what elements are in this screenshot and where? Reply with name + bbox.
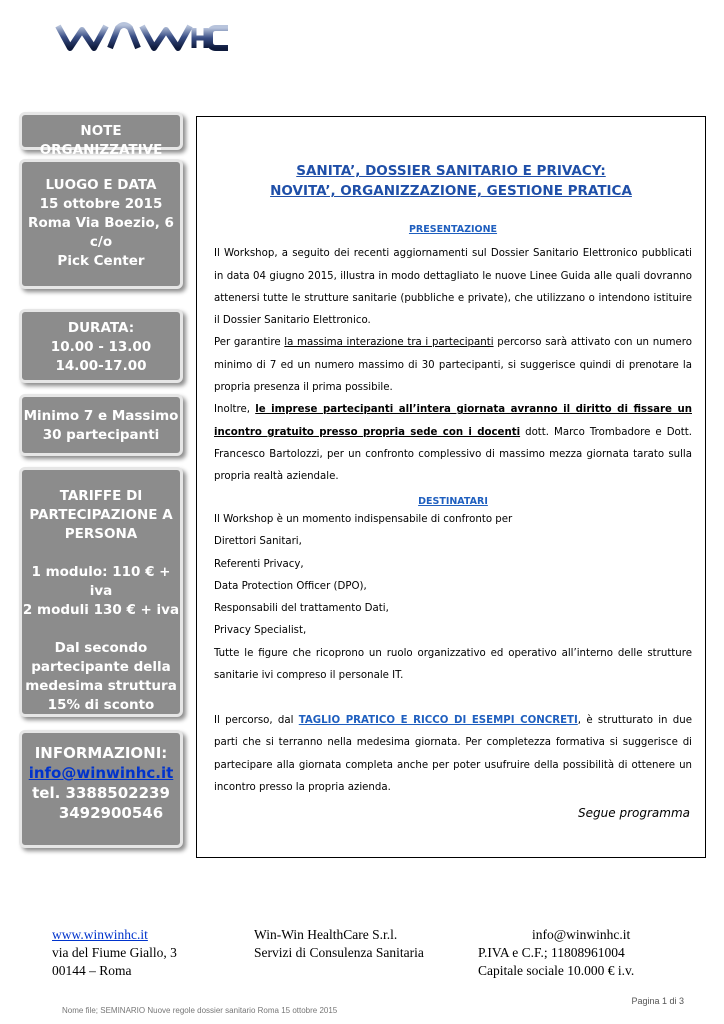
title-line-1: SANITA’, DOSSIER SANITARIO E PRIVACY:: [296, 163, 606, 179]
destinatari-item: Responsabili del trattamento Dati,: [214, 603, 389, 615]
main-content-frame: [196, 116, 706, 858]
price-1-modulo: 1 modulo: 110 € + iva: [31, 564, 171, 599]
destinatari-section: [214, 495, 692, 687]
partecipanti-line2: 30 partecipanti: [42, 427, 160, 443]
luogo-address: Roma Via Boezio, 6: [28, 215, 174, 231]
footer-company: Win-Win HealthCare S.r.l.: [254, 927, 398, 942]
note-organizzative-label: NOTE ORGANIZZATIVE: [39, 123, 163, 158]
footer-piva: P.IVA e C.F.; 11808961004: [478, 945, 625, 960]
luogo-date: 15 ottobre 2015: [39, 196, 163, 212]
tariffe-box: [19, 467, 183, 717]
destinatari-item: Direttori Sanitari,: [214, 536, 302, 548]
luogo-venue: Pick Center: [57, 253, 145, 269]
informazioni-email-link[interactable]: info@winwinhc.it: [28, 764, 174, 782]
informazioni-box: [19, 730, 183, 848]
presentazione-section: [214, 219, 692, 489]
file-name-note: Nome file; SEMINARIO Nuove regole dossier sanitario Roma 15 ottobre 2015: [62, 1006, 338, 1015]
destinatari-heading: DESTINATARI: [418, 496, 488, 507]
durata-morning: 10.00 - 13.00: [50, 339, 152, 355]
tariffe-title-3: PERSONA: [64, 526, 138, 542]
taglio-pratico-link[interactable]: TAGLIO PRATICO E RICCO DI ESEMPI CONCRETI: [298, 715, 578, 726]
percorso-section: [214, 710, 692, 799]
discount-line2: partecipante della: [31, 659, 171, 675]
footer-website-link[interactable]: www.winwinhc.it: [52, 927, 148, 942]
presentazione-p3: Inoltre, le imprese partecipanti all’intera giornata avranno il diritto di fissare un incontro gratuito presso propria sede con i docenti dott. Marco Trombadore e Dott. Francesco Bartolozzi, per un confronto complessivo di massimo mezza giornata tarato sulla propria realtà aziendale.: [214, 404, 692, 483]
presentazione-p1: Il Workshop, a seguito dei recenti aggiornamenti sul Dossier Sanitario Elettronico pubblicati in data 04 giugno 2015, illustra in modo dettagliato le nuove Linee Guida alle quali dovranno attenersi tutte le strutture sanitarie (pubbliche e private), che utilizzano o intendono istituire il Dossier Sanitario Elettronico.: [214, 248, 692, 327]
note-organizzative-box: [19, 112, 183, 158]
footer-services: Servizi di Consulenza Sanitaria: [254, 945, 424, 960]
partecipanti-box: [19, 394, 183, 456]
footer-capitale: Capitale sociale 10.000 € i.v.: [478, 963, 635, 978]
discount-line1: Dal secondo: [54, 640, 148, 656]
informazioni-tel2: 3492900546: [58, 804, 164, 822]
presentazione-heading: PRESENTAZIONE: [408, 224, 498, 235]
document-title: [197, 161, 705, 201]
footer-address-2: 00144 – Roma: [52, 963, 132, 978]
footer-email: info@winwinhc.it: [532, 927, 631, 942]
page-number: Pagina 1 di 3: [631, 996, 684, 1006]
durata-afternoon: 14.00-17.00: [55, 358, 147, 374]
informazioni-title: INFORMAZIONI:: [34, 744, 168, 762]
price-2-moduli: 2 moduli 130 € + iva: [22, 602, 180, 618]
percorso-paragraph: Il percorso, dal TAGLIO PRATICO E RICCO DI ESEMPI CONCRETI, è strutturato in due parti che si terranno nella medesima giornata. Per completezza formativa si suggerisce di partecipare alla giornata completa anche per poter usufruire della possibilità di ottenere un incontro presso la propria azienda.: [214, 715, 693, 793]
informazioni-tel1: tel. 3388502239: [32, 784, 170, 802]
durata-title: DURATA:: [67, 320, 135, 336]
footer-address-1: via del Fiume Giallo, 3: [52, 945, 177, 960]
luogo-title: LUOGO E DATA: [45, 177, 157, 193]
destinatari-item: Data Protection Officer (DPO),: [214, 580, 367, 592]
tariffe-title-2: PARTECIPAZIONE A: [29, 507, 173, 523]
segue-programma: Segue programma: [578, 806, 690, 820]
discount-line4: 15% di sconto: [47, 697, 155, 713]
winwinhc-logo: [52, 14, 232, 60]
tariffe-title-1: TARIFFE DI: [59, 488, 143, 504]
discount-line3: medesima struttura: [25, 678, 177, 694]
destinatari-item: Privacy Specialist,: [214, 625, 307, 637]
luogo-data-box: [19, 159, 183, 289]
presentazione-p2: Per garantire la massima interazione tra i partecipanti percorso sarà attivato con un numero minimo di 7 ed un numero massimo di 30 partecipanti, si suggerisce quindi di prenotare la propria presenza il prima possibile.: [214, 337, 692, 394]
destinatari-item: Referenti Privacy,: [214, 558, 304, 570]
destinatari-outro: Tutte le figure che ricoprono un ruolo organizzativo ed operativo all’interno delle strutture sanitarie ivi compreso il personale IT.: [214, 647, 692, 682]
title-line-2: NOVITA’, ORGANIZZAZIONE, GESTIONE PRATICA: [270, 183, 632, 199]
durata-box: [19, 309, 183, 383]
luogo-co: c/o: [89, 234, 113, 250]
destinatari-intro: Il Workshop è un momento indispensabile di confronto per: [214, 514, 513, 525]
footer: [52, 926, 672, 982]
partecipanti-line1: Minimo 7 e Massimo: [23, 408, 179, 424]
